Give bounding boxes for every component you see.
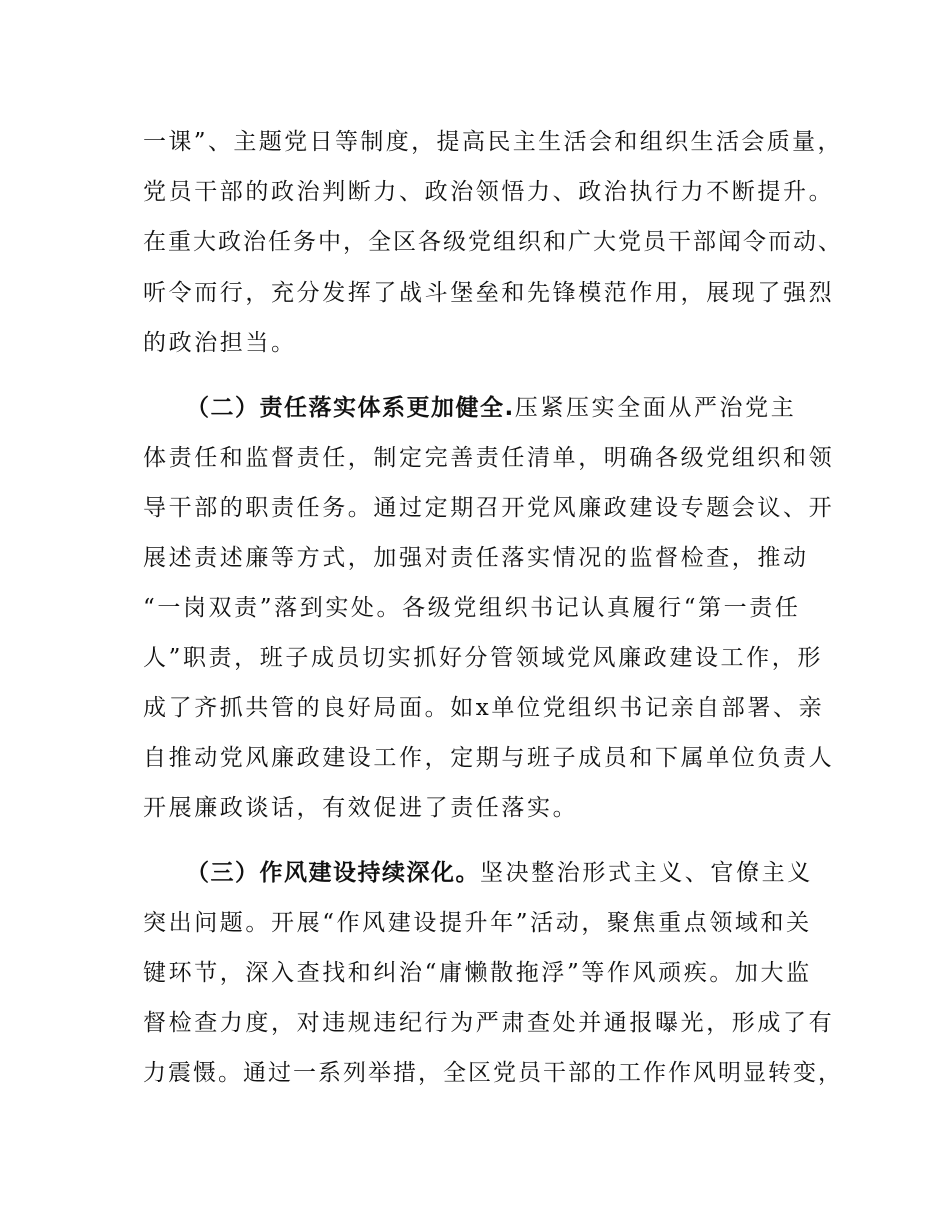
paragraph-1-line-4: 听令而行，充分发挥了战斗堡垒和先锋模范作用，展现了强烈 <box>143 280 835 306</box>
paragraph-1-line-3: 在重大政治任务中，全区各级党组织和广大党员干部闻令而动、 <box>143 229 843 255</box>
section-2-heading: （二）责任落实体系更加健全. <box>186 395 515 421</box>
section-3-line-3: 督检查力度，对违规违纪行为严肃查处并通报曝光，形成了有 <box>143 1010 835 1036</box>
section-2-line-5: 人”职责，班子成员切实抓好分管领域党风廉政建设工作，形 <box>143 645 823 671</box>
section-3-lead: 坚决整治形式主义、官僚主义 <box>480 860 813 886</box>
section-2-line-2: 导干部的职责任务。通过定期召开党风廉政建设专题会议、开 <box>143 495 835 521</box>
section-2-line-6: 成了齐抓共管的良好局面。如x单位党组织书记亲自部署、亲 <box>143 695 825 721</box>
section-2-line-1: 体责任和监督责任，制定完善责任清单，明确各级党组织和领 <box>143 445 835 471</box>
section-3-line-2: 键环节，深入查找和纠治“庸懒散拖浮”等作风顽疾。加大监 <box>143 960 812 986</box>
paragraph-1-line-5: 的政治担当。 <box>143 330 297 356</box>
section-2-line-3: 展述责述廉等方式，加强对责任落实情况的监督检查，推动 <box>143 545 809 571</box>
paragraph-1-line-2: 党员干部的政治判断力、政治领悟力、政治执行力不断提升。 <box>143 179 835 205</box>
section-2-line-7: 自推动党风廉政建设工作，定期与班子成员和下属单位负责人 <box>143 745 835 771</box>
section-2-line-8: 开展廉政谈话，有效促进了责任落实。 <box>143 795 579 821</box>
section-3-line-4: 力震慑。通过一系列举措，全区党员干部的工作作风明显转变， <box>143 1060 843 1086</box>
section-2-first-line <box>186 393 846 423</box>
section-3-line-1: 突出问题。开展“作风建设提升年”活动，聚焦重点领域和关 <box>143 910 812 936</box>
section-2-lead: 压紧压实全面从严治党主 <box>514 395 797 421</box>
section-2-line-4: “一岗双责”落到实处。各级党组织书记认真履行“第一责任 <box>143 595 801 621</box>
section-3-heading: （三）作风建设持续深化。 <box>186 860 480 886</box>
paragraph-1-line-1: 一课”、主题党日等制度，提高民主生活会和组织生活会质量， <box>143 129 843 155</box>
section-3-first-line <box>186 858 846 888</box>
